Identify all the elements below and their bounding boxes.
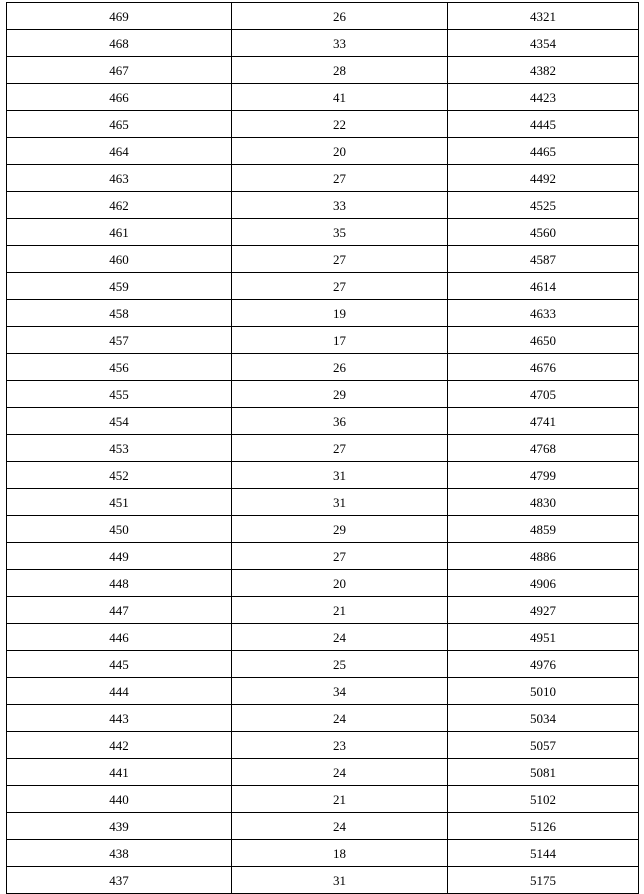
table-row [7,543,639,570]
cell-score: 448 [7,570,232,597]
table-row [7,300,639,327]
cell-cumulative: 5010 [448,678,639,705]
cell-cumulative: 4886 [448,543,639,570]
cell-score: 441 [7,759,232,786]
cell-score: 437 [7,867,232,894]
cell-count: 34 [232,678,448,705]
cell-score: 449 [7,543,232,570]
cell-score: 447 [7,597,232,624]
cell-score: 469 [7,3,232,30]
cell-cumulative: 4492 [448,165,639,192]
cell-cumulative: 4525 [448,192,639,219]
cell-count: 27 [232,543,448,570]
cell-count: 24 [232,759,448,786]
table-row [7,354,639,381]
cell-count: 25 [232,651,448,678]
cell-score: 462 [7,192,232,219]
cell-score: 444 [7,678,232,705]
cell-score: 454 [7,408,232,435]
cell-count: 24 [232,624,448,651]
cell-score: 451 [7,489,232,516]
score-distribution-table [6,2,639,894]
cell-score: 450 [7,516,232,543]
cell-cumulative: 4354 [448,30,639,57]
table-row [7,246,639,273]
cell-cumulative: 4587 [448,246,639,273]
cell-cumulative: 5175 [448,867,639,894]
table-row [7,867,639,894]
cell-count: 22 [232,111,448,138]
cell-score: 466 [7,84,232,111]
table-row [7,84,639,111]
table-row [7,786,639,813]
table-row [7,840,639,867]
cell-cumulative: 4906 [448,570,639,597]
cell-cumulative: 4830 [448,489,639,516]
cell-cumulative: 4799 [448,462,639,489]
table-row [7,138,639,165]
cell-count: 24 [232,705,448,732]
cell-score: 442 [7,732,232,759]
table-row [7,57,639,84]
cell-score: 468 [7,30,232,57]
cell-count: 31 [232,462,448,489]
cell-score: 458 [7,300,232,327]
table-row [7,462,639,489]
cell-cumulative: 4741 [448,408,639,435]
cell-score: 438 [7,840,232,867]
table-row [7,327,639,354]
cell-cumulative: 5144 [448,840,639,867]
table-row [7,732,639,759]
cell-cumulative: 4633 [448,300,639,327]
cell-count: 26 [232,354,448,381]
cell-count: 27 [232,246,448,273]
cell-count: 19 [232,300,448,327]
table-row [7,165,639,192]
table-row [7,705,639,732]
table-row [7,192,639,219]
cell-cumulative: 5126 [448,813,639,840]
cell-cumulative: 4560 [448,219,639,246]
cell-cumulative: 4705 [448,381,639,408]
cell-cumulative: 5057 [448,732,639,759]
cell-count: 20 [232,138,448,165]
cell-cumulative: 4951 [448,624,639,651]
cell-cumulative: 4614 [448,273,639,300]
cell-count: 28 [232,57,448,84]
cell-count: 29 [232,381,448,408]
cell-count: 33 [232,192,448,219]
cell-cumulative: 5081 [448,759,639,786]
cell-score: 446 [7,624,232,651]
cell-cumulative: 4445 [448,111,639,138]
cell-score: 467 [7,57,232,84]
table-row [7,3,639,30]
cell-cumulative: 4650 [448,327,639,354]
cell-count: 29 [232,516,448,543]
cell-cumulative: 5102 [448,786,639,813]
cell-count: 33 [232,30,448,57]
cell-cumulative: 4321 [448,3,639,30]
cell-score: 439 [7,813,232,840]
cell-score: 452 [7,462,232,489]
table-row [7,489,639,516]
cell-count: 27 [232,435,448,462]
table-row [7,678,639,705]
cell-cumulative: 4768 [448,435,639,462]
cell-score: 456 [7,354,232,381]
table-row [7,273,639,300]
table-body [7,3,639,894]
table-row [7,111,639,138]
table-row [7,624,639,651]
cell-count: 17 [232,327,448,354]
table-row [7,435,639,462]
table-row [7,219,639,246]
cell-score: 443 [7,705,232,732]
cell-cumulative: 4927 [448,597,639,624]
cell-count: 27 [232,165,448,192]
table-row [7,30,639,57]
cell-cumulative: 4676 [448,354,639,381]
cell-count: 35 [232,219,448,246]
cell-cumulative: 4859 [448,516,639,543]
cell-count: 26 [232,3,448,30]
cell-score: 445 [7,651,232,678]
cell-count: 20 [232,570,448,597]
cell-count: 18 [232,840,448,867]
cell-score: 440 [7,786,232,813]
cell-cumulative: 5034 [448,705,639,732]
cell-cumulative: 4382 [448,57,639,84]
cell-score: 453 [7,435,232,462]
cell-cumulative: 4465 [448,138,639,165]
cell-count: 21 [232,597,448,624]
table-row [7,651,639,678]
cell-cumulative: 4976 [448,651,639,678]
cell-count: 21 [232,786,448,813]
cell-score: 460 [7,246,232,273]
cell-count: 31 [232,489,448,516]
table-row [7,570,639,597]
table-row [7,597,639,624]
cell-count: 23 [232,732,448,759]
cell-score: 457 [7,327,232,354]
cell-cumulative: 4423 [448,84,639,111]
cell-count: 36 [232,408,448,435]
cell-score: 461 [7,219,232,246]
table-row [7,408,639,435]
table-row [7,516,639,543]
table-row [7,759,639,786]
table-row [7,381,639,408]
cell-count: 31 [232,867,448,894]
cell-score: 455 [7,381,232,408]
document-page [0,2,644,888]
cell-count: 24 [232,813,448,840]
cell-score: 465 [7,111,232,138]
cell-score: 463 [7,165,232,192]
cell-count: 27 [232,273,448,300]
cell-count: 41 [232,84,448,111]
table-row [7,813,639,840]
cell-score: 459 [7,273,232,300]
cell-score: 464 [7,138,232,165]
